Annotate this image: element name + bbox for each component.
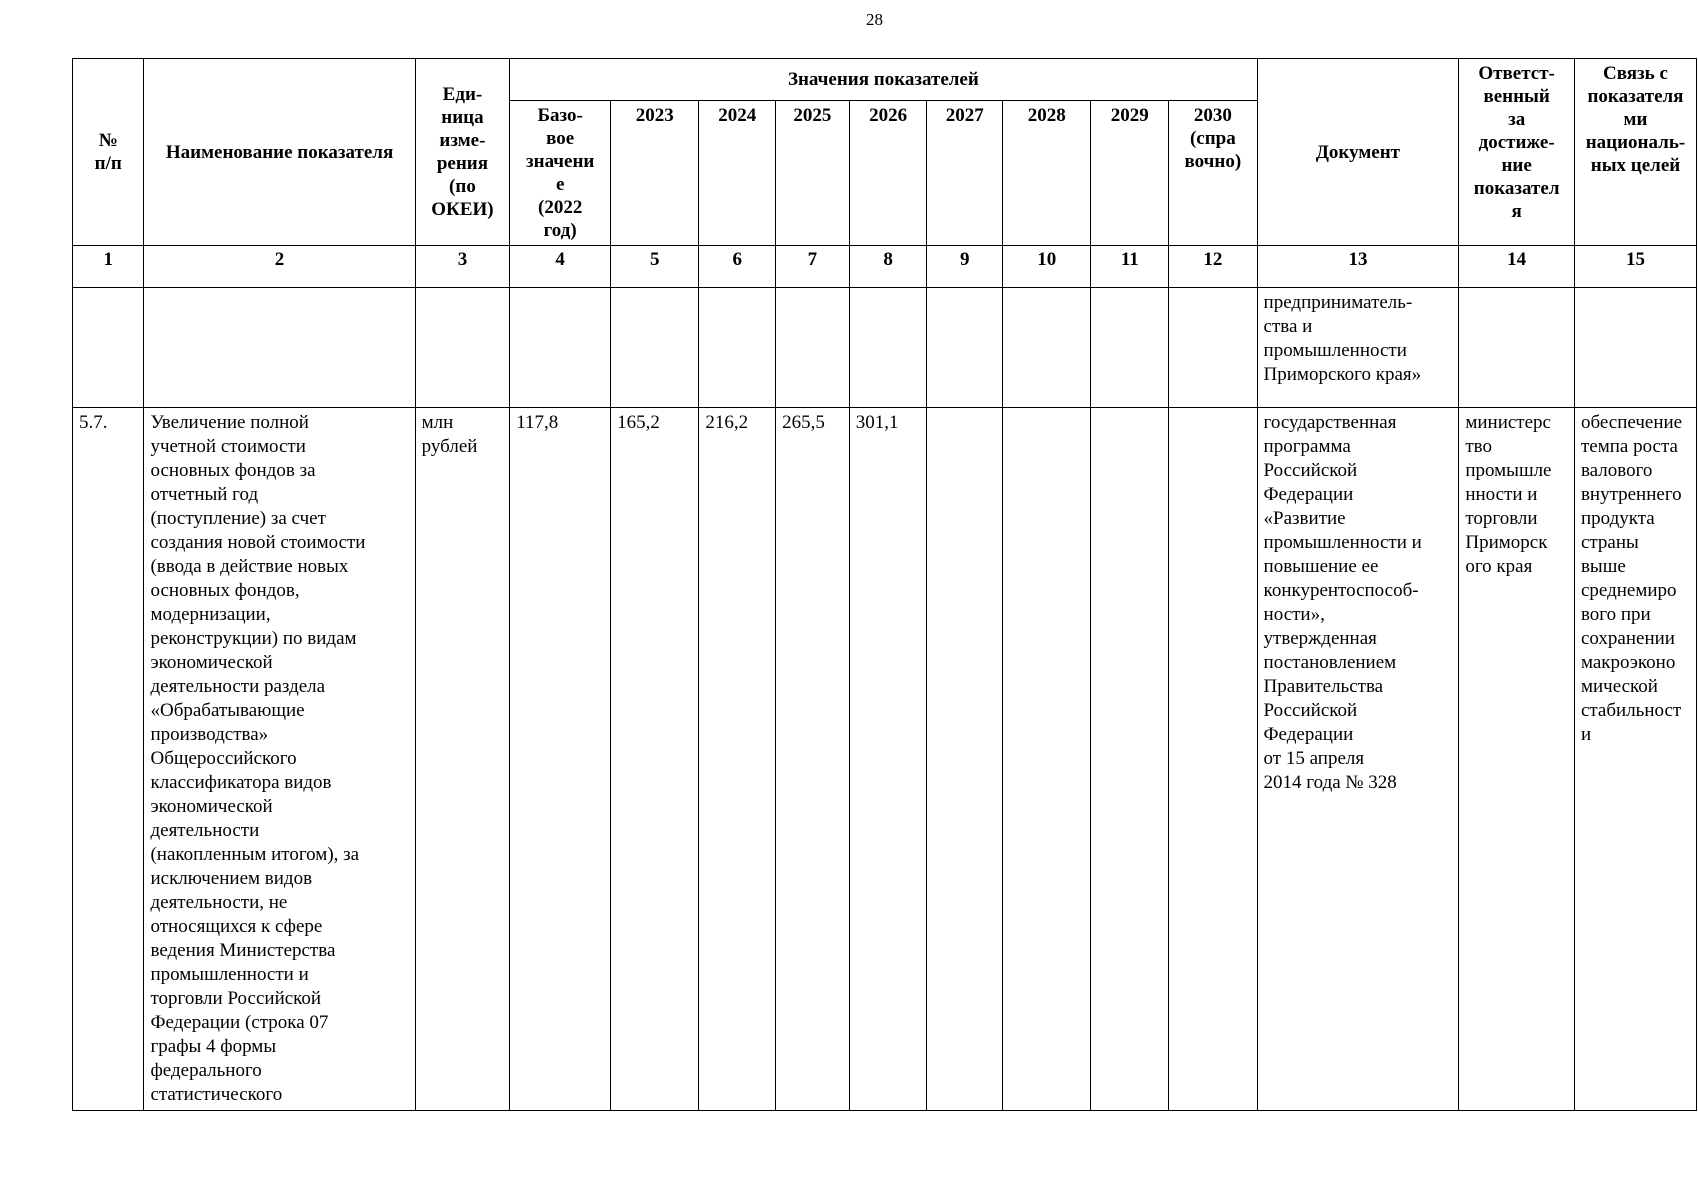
page-number: 28 — [866, 10, 883, 29]
table-cell — [611, 288, 699, 408]
column-number: 7 — [776, 246, 850, 288]
column-number: 11 — [1091, 246, 1169, 288]
column-number: 12 — [1169, 246, 1257, 288]
column-number: 10 — [1003, 246, 1091, 288]
column-number: 4 — [510, 246, 611, 288]
header-num: № п/п — [73, 59, 144, 246]
header-year-2029: 2029 — [1091, 101, 1169, 246]
table-cell — [927, 288, 1003, 408]
column-number: 1 — [73, 246, 144, 288]
column-number: 13 — [1257, 246, 1459, 288]
table-cell — [1003, 288, 1091, 408]
table-cell — [699, 288, 776, 408]
unit-cell: млн рублей — [415, 408, 510, 1111]
table-cell — [849, 288, 927, 408]
column-number: 8 — [849, 246, 927, 288]
header-responsible: Ответст- венный за достиже- ние показател я — [1459, 59, 1575, 246]
table-cell — [1091, 288, 1169, 408]
header-name: Наименование показателя — [144, 59, 415, 246]
column-number: 2 — [144, 246, 415, 288]
indicators-table — [72, 58, 1697, 1111]
document-cell: государственная программа Российской Федерации «Развитие промышленности и повышение ее конкурентоспособ- ности», утвержденная постановлением Правительства Российской Федерации от 15 апреля 2014 года № 328 — [1257, 408, 1459, 1111]
value-2030-cell — [1169, 408, 1257, 1111]
header-year-2025: 2025 — [776, 101, 850, 246]
header-year-2026: 2026 — [849, 101, 927, 246]
value-2024-cell: 216,2 — [699, 408, 776, 1111]
header-year-2024: 2024 — [699, 101, 776, 246]
value-2023-cell: 165,2 — [611, 408, 699, 1111]
table-cell — [1574, 288, 1696, 408]
base-value-cell: 117,8 — [510, 408, 611, 1111]
header-link: Связь с показателя ми националь- ных целей — [1574, 59, 1696, 246]
column-number: 14 — [1459, 246, 1575, 288]
value-2026-cell: 301,1 — [849, 408, 927, 1111]
header-document: Документ — [1257, 59, 1459, 246]
header-base: Базо- вое значени е (2022 год) — [510, 101, 611, 246]
header-year-2023: 2023 — [611, 101, 699, 246]
table-cell — [73, 288, 144, 408]
table-cell — [1169, 288, 1257, 408]
indicator-name: Увеличение полной учетной стоимости основных фондов за отчетный год (поступление) за счет создания новой стоимости (ввода в действие новых основных фондов, модернизации, реконструкции) по видам экономической деятельности раздела «Обрабатывающие производства» Общероссийского классификатора видов экономической деятельности (накопленным итогом), за исключением видов деятельности, не относящихся к сфере ведения Министерства промышленности и торговли Российской Федерации (строка 07 графы 4 формы федерального статистического — [144, 408, 415, 1111]
column-number: 5 — [611, 246, 699, 288]
header-year-2028: 2028 — [1003, 101, 1091, 246]
table-row-5-7 — [73, 408, 1697, 1111]
column-numbers-row — [73, 246, 1697, 288]
value-2029-cell — [1091, 408, 1169, 1111]
continuation-document-cell: предприниматель- ства и промышленности Приморского края» — [1257, 288, 1459, 408]
header-values-group: Значения показателей — [510, 59, 1257, 101]
value-2028-cell — [1003, 408, 1091, 1111]
column-number: 6 — [699, 246, 776, 288]
value-2027-cell — [927, 408, 1003, 1111]
table-cell — [415, 288, 510, 408]
header-year-2030: 2030 (спра вочно) — [1169, 101, 1257, 246]
column-number: 3 — [415, 246, 510, 288]
table-cell — [1459, 288, 1575, 408]
national-goals-link-cell: обеспечение темпа роста валового внутреннего продукта страны выше среднемиро вого при сохранении макроэконо мической стабильност и — [1574, 408, 1696, 1111]
table-cell — [776, 288, 850, 408]
table-cell — [144, 288, 415, 408]
continuation-row — [73, 288, 1697, 408]
header-row-1 — [73, 59, 1697, 101]
responsible-cell: министерс тво промышле нности и торговли Приморск ого края — [1459, 408, 1575, 1111]
row-number: 5.7. — [73, 408, 144, 1111]
column-number: 15 — [1574, 246, 1696, 288]
header-unit: Еди- ница изме- рения (по ОКЕИ) — [415, 59, 510, 246]
header-year-2027: 2027 — [927, 101, 1003, 246]
value-2025-cell: 265,5 — [776, 408, 850, 1111]
table-cell — [510, 288, 611, 408]
column-number: 9 — [927, 246, 1003, 288]
